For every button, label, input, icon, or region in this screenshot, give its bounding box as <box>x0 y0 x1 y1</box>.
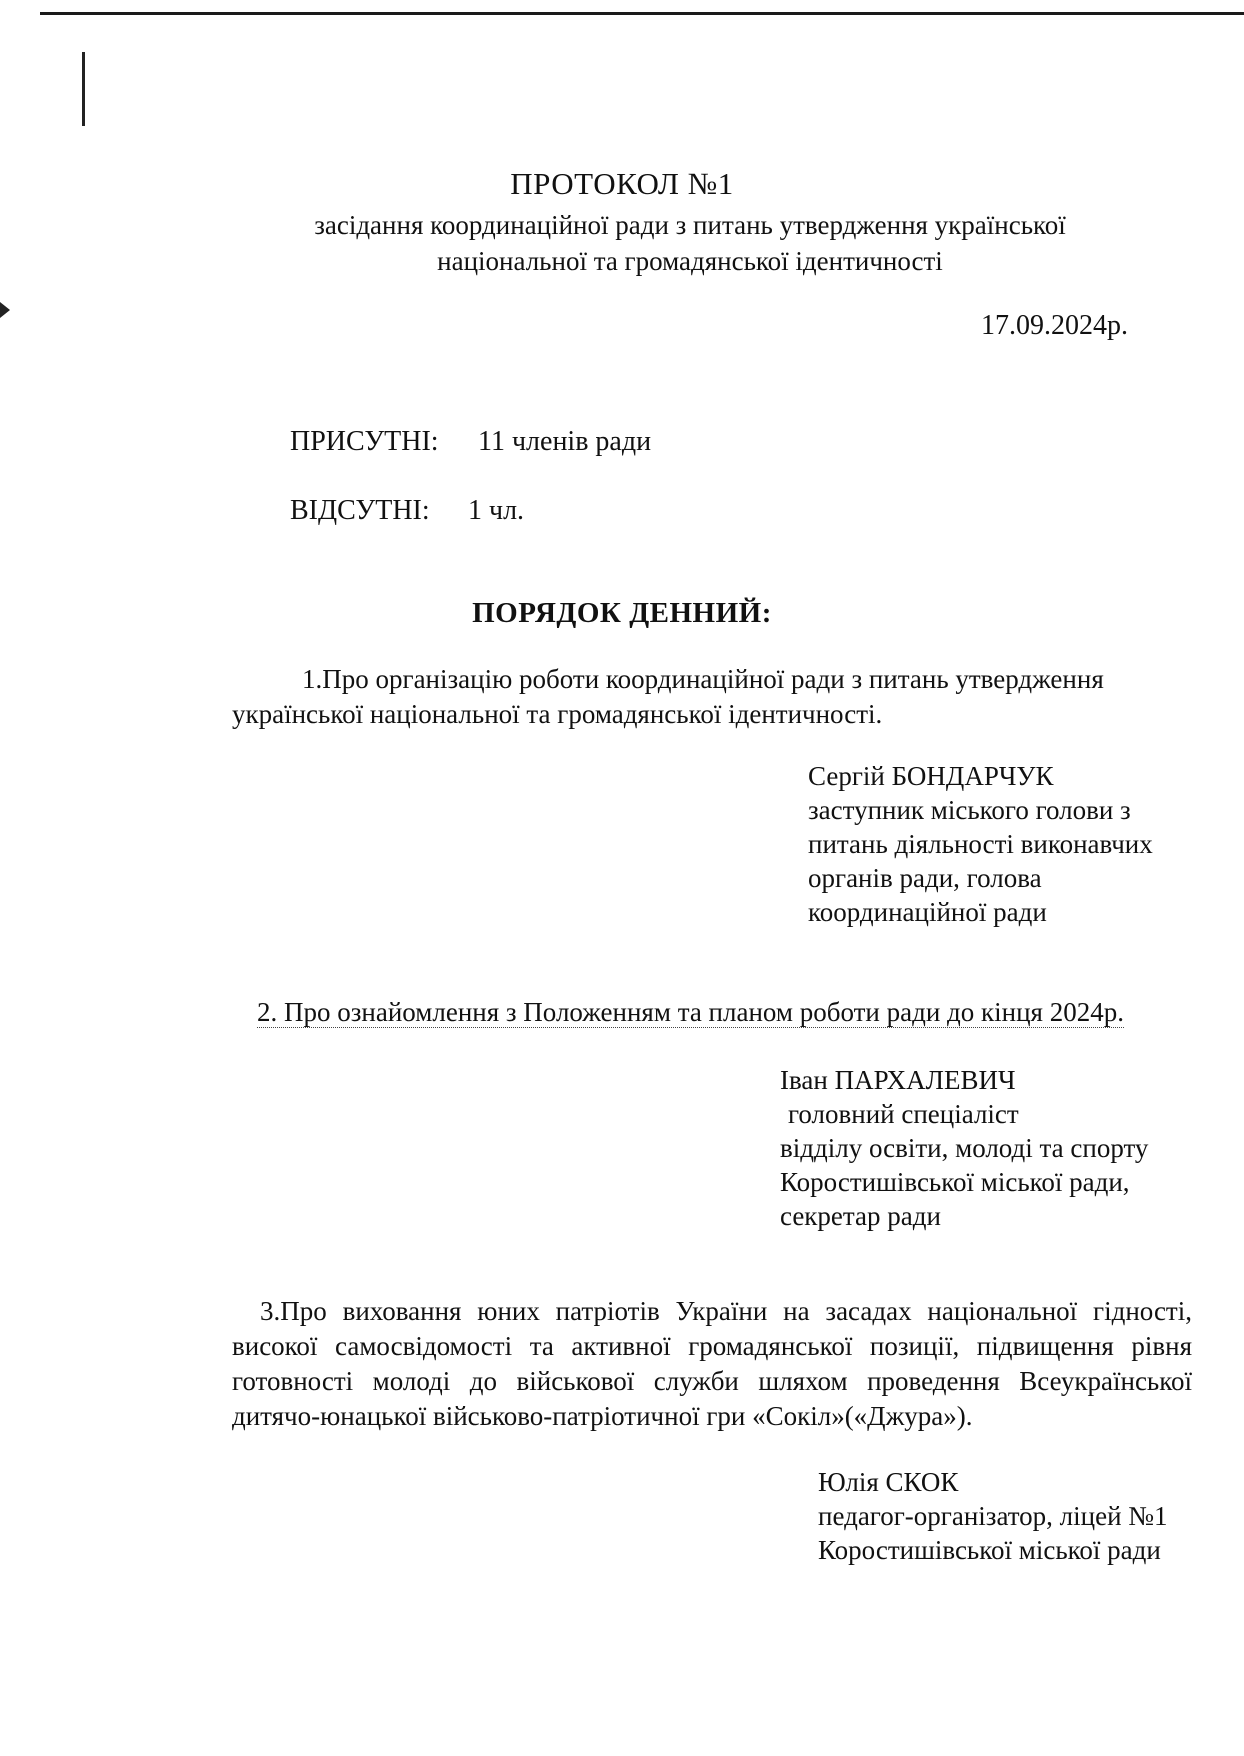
document-title: ПРОТОКОЛ №1 <box>510 166 734 201</box>
scan-margin-mark <box>82 52 85 126</box>
present-label: ПРИСУТНІ: <box>290 426 439 457</box>
subtitle-line: національної та громадянської ідентичності <box>437 246 943 276</box>
absent-value: 1 чл. <box>468 495 525 526</box>
speaker-line: Коростишівської міської ради <box>818 1535 1161 1565</box>
document-date: 17.09.2024р. <box>981 310 1128 341</box>
speaker-line: відділу освіти, молоді та спорту <box>780 1133 1149 1163</box>
scan-edge-arrow-icon <box>0 302 10 318</box>
agenda-item-1: 1.Про організацію роботи координаційної ради з питань утвердження української національної та громадянської ідентичності. <box>232 664 1104 729</box>
agenda-item-1-speaker <box>808 759 1153 929</box>
speaker-line: педагог-організатор, ліцей №1 <box>818 1501 1168 1531</box>
speaker-line: Коростишівської міської ради, <box>780 1167 1130 1197</box>
scan-border-line <box>40 12 1244 15</box>
speaker-name: Іван ПАРХАЛЕВИЧ <box>780 1065 1016 1095</box>
speaker-line: головний спеціаліст <box>788 1099 1019 1129</box>
agenda-item-3-speaker <box>818 1465 1168 1567</box>
speaker-line: секретар ради <box>780 1201 941 1231</box>
subtitle-line: засідання координаційної ради з питань утвердження української <box>314 210 1066 240</box>
agenda-item-2-speaker <box>780 1063 1148 1233</box>
speaker-line: органів ради, голова <box>808 863 1042 893</box>
agenda-heading: ПОРЯДОК ДЕННИЙ: <box>472 597 772 629</box>
speaker-name: Сергій БОНДАРЧУК <box>808 761 1054 791</box>
absent-label: ВІДСУТНІ: <box>290 495 430 526</box>
speaker-name: Юлія СКОК <box>818 1467 959 1497</box>
agenda-item-2-text: 2. Про ознайомлення з Положенням та планом роботи ради до кінця 2024р. <box>257 997 1124 1027</box>
speaker-line: питань діяльності виконавчих <box>808 829 1153 859</box>
present-value: 11 членів ради <box>478 426 652 457</box>
speaker-line: координаційної ради <box>808 897 1047 927</box>
agenda-item-2 <box>257 995 1124 1029</box>
document-subtitle <box>190 207 1190 279</box>
agenda-item-3: 3.Про виховання юних патріотів України на засадах національної гідності, високої самосвідомості та активної громадянської позиції, підвищення рівня готовності молоді до військової служби шляхом проведення Всеукраїнської дитячо-юнацької військово-патріотичної гри «Сокіл»(«Джура»). <box>232 1296 1192 1431</box>
speaker-line: заступник міського голови з <box>808 795 1131 825</box>
